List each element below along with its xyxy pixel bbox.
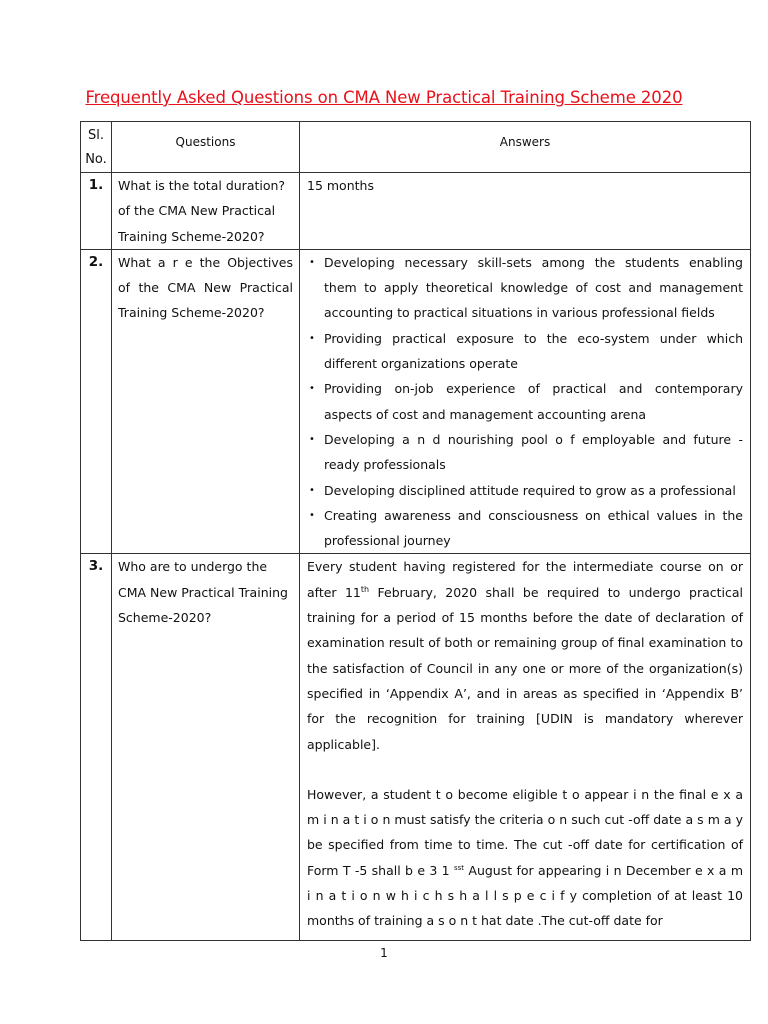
table-row: [81, 173, 751, 250]
table-row: [81, 554, 751, 941]
answer-paragraph: However, a student t o become eligible t o appear i n the final e x a m i n a t i o n must satisfy the criteria o n such cut -off date a s m a y be specified from time to time. The cut -off date for certification of Form T -5 shall b e 3 1 $^{sst}$ August for appearing i n December e x a m i n a t i o n w h i c h s h a l l s p e c i f y completion of at least 10 months of training a s o n t hat date .The cut-off date for: [307, 786, 744, 929]
objectives-list: [307, 250, 743, 554]
list-item: • Developing a n d nourishing pool o f employable and future - ready professionals: [307, 427, 743, 478]
row-number: 1.: [81, 173, 112, 250]
list-item: • Providing on-job experience of practical and contemporary aspects of cost and management accounting arena: [307, 376, 743, 427]
header-answers: Answers: [300, 122, 751, 173]
question-cell: What is the total duration? of the CMA New Practical Training Scheme-2020?: [112, 173, 300, 250]
list-item: • Developing necessary skill-sets among the students enabling them to apply theoretical knowledge of cost and management accounting to practical situations in various professional fields: [307, 250, 743, 326]
header-questions: Questions: [112, 122, 300, 173]
list-item: • Providing practical exposure to the eco-system under which different organizations operate: [307, 326, 743, 377]
question-cell: What a r e the Objectives of the CMA New Practical Training Scheme-2020?: [112, 249, 300, 554]
answer-paragraph: Every student having registered for the intermediate course on or after 11th February, 2020 shall be required to undergo practical training for a period of 15 months before the date of declaration of examination result of both or remaining group of final examination to the satisfaction of Council in any one or more of the organization(s) specified in ‘Appendix A’, and in areas as specified in ‘Appendix B’ for the recognition for training [UDIN is mandatory wherever applicable].: [307, 559, 743, 752]
faq-table: [80, 121, 751, 941]
row-number: 2.: [81, 249, 112, 554]
table-header-row: [81, 122, 751, 173]
row-number: 3.: [81, 554, 112, 941]
list-item: • Creating awareness and consciousness on ethical values in the professional journey: [307, 503, 743, 554]
question-cell: Who are to undergo the CMA New Practical Training Scheme-2020?: [112, 554, 300, 941]
list-item: • Developing disciplined attitude required to grow as a professional: [307, 478, 743, 503]
header-sl-no: Sl. No.: [81, 122, 112, 173]
page-number: 1: [380, 946, 388, 960]
table-row: [81, 249, 751, 554]
answer-cell: 15 months: [300, 173, 751, 250]
document-title: Frequently Asked Questions on CMA New Practical Training Scheme 2020: [85, 88, 683, 107]
answer-cell: [300, 249, 751, 554]
answer-cell: [300, 554, 751, 941]
